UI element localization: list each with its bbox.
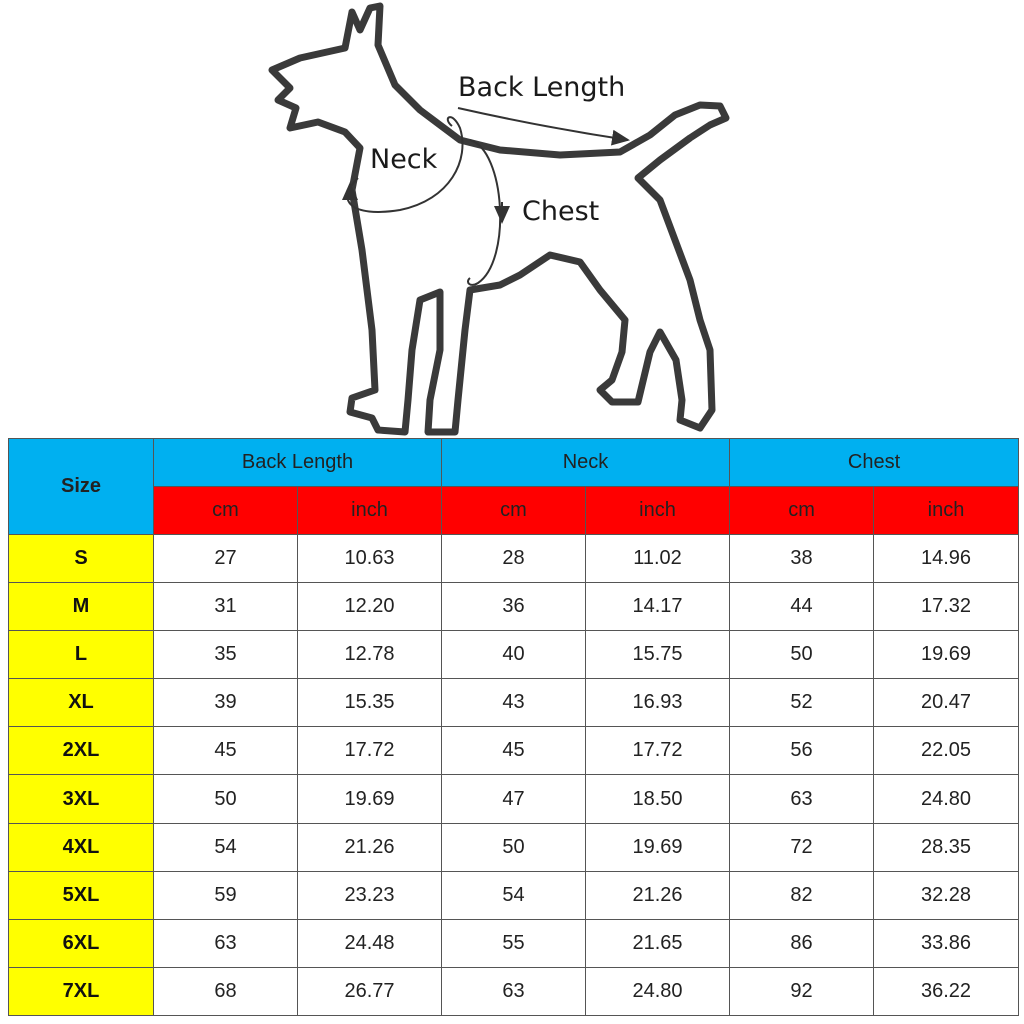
measurement-cell: 72 [730,823,874,871]
measurement-cell: 35 [154,631,298,679]
dog-outline [272,6,726,432]
chest-label: Chest [522,196,600,227]
unit-header: cm [154,487,298,535]
measurement-cell: 15.75 [586,631,730,679]
measurement-cell: 19.69 [874,631,1019,679]
unit-header: inch [874,487,1019,535]
measurement-cell: 39 [154,679,298,727]
size-label-cell: M [9,583,154,631]
measurement-cell: 63 [154,919,298,967]
unit-header: cm [730,487,874,535]
table-row [9,967,1019,1015]
measurement-cell: 24.48 [298,919,442,967]
measurement-cell: 36 [442,583,586,631]
measurement-cell: 92 [730,967,874,1015]
measurement-cell: 19.69 [586,823,730,871]
unit-header: inch [298,487,442,535]
dog-measurement-diagram [0,0,1024,440]
measurement-cell: 45 [154,727,298,775]
measurement-cell: 23.23 [298,871,442,919]
measurement-cell: 43 [442,679,586,727]
measurement-cell: 63 [730,775,874,823]
measurement-cell: 17.72 [298,727,442,775]
table-row [9,871,1019,919]
measurement-cell: 56 [730,727,874,775]
chest-header: Chest [730,439,1019,487]
table-row [9,535,1019,583]
size-label-cell: 2XL [9,727,154,775]
table-row [9,727,1019,775]
unit-header: cm [442,487,586,535]
measurement-cell: 24.80 [874,775,1019,823]
measurement-cell: 14.96 [874,535,1019,583]
measurement-cell: 20.47 [874,679,1019,727]
measurement-cell: 21.26 [586,871,730,919]
measurement-cell: 36.22 [874,967,1019,1015]
neck-label: Neck [370,144,438,175]
measurement-cell: 68 [154,967,298,1015]
back-length-label: Back Length [458,72,626,103]
measurement-cell: 44 [730,583,874,631]
measurement-cell: 16.93 [586,679,730,727]
size-label-cell: 3XL [9,775,154,823]
size-chart-table [8,438,1019,1016]
back-length-header: Back Length [154,439,442,487]
size-header: Size [9,439,154,535]
measurement-cell: 11.02 [586,535,730,583]
measurement-cell: 59 [154,871,298,919]
size-label-cell: XL [9,679,154,727]
measurement-cell: 40 [442,631,586,679]
measurement-cell: 17.32 [874,583,1019,631]
measurement-cell: 82 [730,871,874,919]
size-label-cell: 7XL [9,967,154,1015]
table-row [9,823,1019,871]
measurement-cell: 52 [730,679,874,727]
measurement-cell: 38 [730,535,874,583]
chest-measure-loop [468,140,500,285]
measurement-cell: 17.72 [586,727,730,775]
measurement-cell: 15.35 [298,679,442,727]
neck-header: Neck [442,439,730,487]
size-label-cell: S [9,535,154,583]
size-label-cell: 5XL [9,871,154,919]
measurement-cell: 32.28 [874,871,1019,919]
measurement-cell: 50 [442,823,586,871]
measurement-cell: 54 [442,871,586,919]
size-label-cell: 6XL [9,919,154,967]
table-row [9,919,1019,967]
measurement-cell: 21.65 [586,919,730,967]
measurement-cell: 12.20 [298,583,442,631]
measurement-cell: 12.78 [298,631,442,679]
measurement-cell: 50 [730,631,874,679]
table-row [9,679,1019,727]
measurement-cell: 10.63 [298,535,442,583]
measurement-cell: 86 [730,919,874,967]
size-table-body [9,535,1019,1016]
measurement-cell: 55 [442,919,586,967]
measurement-cell: 19.69 [298,775,442,823]
measurement-cell: 24.80 [586,967,730,1015]
measurement-cell: 63 [442,967,586,1015]
measurement-cell: 26.77 [298,967,442,1015]
table-row [9,631,1019,679]
measurement-cell: 31 [154,583,298,631]
measurement-cell: 21.26 [298,823,442,871]
measurement-cell: 18.50 [586,775,730,823]
table-row [9,583,1019,631]
unit-header: inch [586,487,730,535]
measurement-cell: 54 [154,823,298,871]
measurement-cell: 45 [442,727,586,775]
measurement-cell: 22.05 [874,727,1019,775]
measurement-cell: 28 [442,535,586,583]
table-row [9,775,1019,823]
measurement-cell: 33.86 [874,919,1019,967]
measurement-cell: 47 [442,775,586,823]
measurement-cell: 28.35 [874,823,1019,871]
back-length-arrow [458,108,628,140]
measurement-cell: 14.17 [586,583,730,631]
size-label-cell: L [9,631,154,679]
measurement-cell: 50 [154,775,298,823]
size-label-cell: 4XL [9,823,154,871]
measurement-cell: 27 [154,535,298,583]
